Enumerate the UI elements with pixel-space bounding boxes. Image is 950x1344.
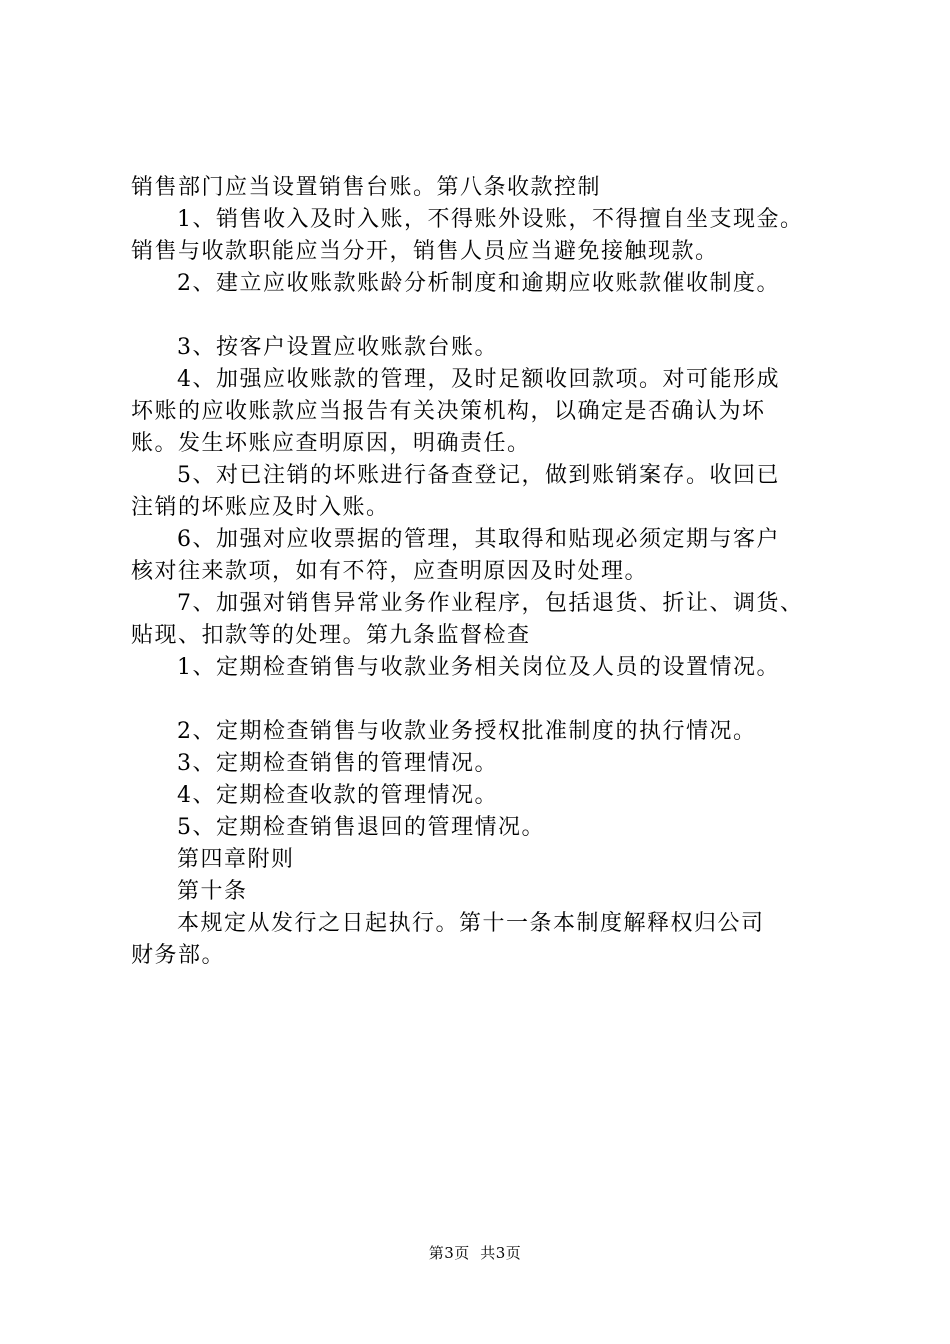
text-line: 账。发生坏账应查明原因，明确责任。 [131,431,531,456]
page-number-label: 第3页 共3页 [428,1244,522,1262]
text-line: 1、定期检查销售与收款业务相关岗位及人员的设置情况。 [177,655,780,680]
text-line: 注销的坏账应及时入账。 [131,495,390,520]
text-line: 3、定期检查销售的管理情况。 [177,751,498,776]
page-footer [0,1243,950,1263]
paragraph-gap [131,684,861,716]
article-heading: 第十条 [177,879,248,904]
text-line: 4、加强应收账款的管理，及时足额收回款项。对可能形成 [177,367,780,392]
text-line: 财务部。 [131,943,226,968]
text-line: 5、对已注销的坏账进行备查登记，做到账销案存。收回已 [177,463,780,488]
text-line: 4、定期检查收款的管理情况。 [177,783,498,808]
paragraph-gap [131,300,861,332]
text-line: 本规定从发行之日起执行。第十一条本制度解释权归公司 [177,911,765,936]
text-line: 2、定期检查销售与收款业务授权批准制度的执行情况。 [177,719,757,744]
text-line: 坏账的应收账款应当报告有关决策机构，以确定是否确认为坏 [131,399,766,424]
text-line: 6、加强对应收票据的管理，其取得和贴现必须定期与客户 [177,527,780,552]
text-line: 销售与收款职能应当分开，销售人员应当避免接触现款。 [131,239,719,264]
text-line: 5、定期检查销售退回的管理情况。 [177,815,545,840]
document-body [131,172,861,972]
text-line: 2、建立应收账款账龄分析制度和逾期应收账款催收制度。 [177,271,780,296]
text-line: 贴现、扣款等的处理。第九条监督检查 [131,623,531,648]
text-line: 1、销售收入及时入账，不得账外设账，不得擅自坐支现金。 [177,207,804,232]
text-line: 7、加强对销售异常业务作业程序，包括退货、折让、调货、 [177,591,804,616]
chapter-heading: 第四章附则 [177,847,295,872]
text-line: 核对往来款项，如有不符，应查明原因及时处理。 [131,559,649,584]
text-line: 3、按客户设置应收账款台账。 [177,335,498,360]
text-line: 销售部门应当设置销售台账。第八条收款控制 [131,175,602,200]
